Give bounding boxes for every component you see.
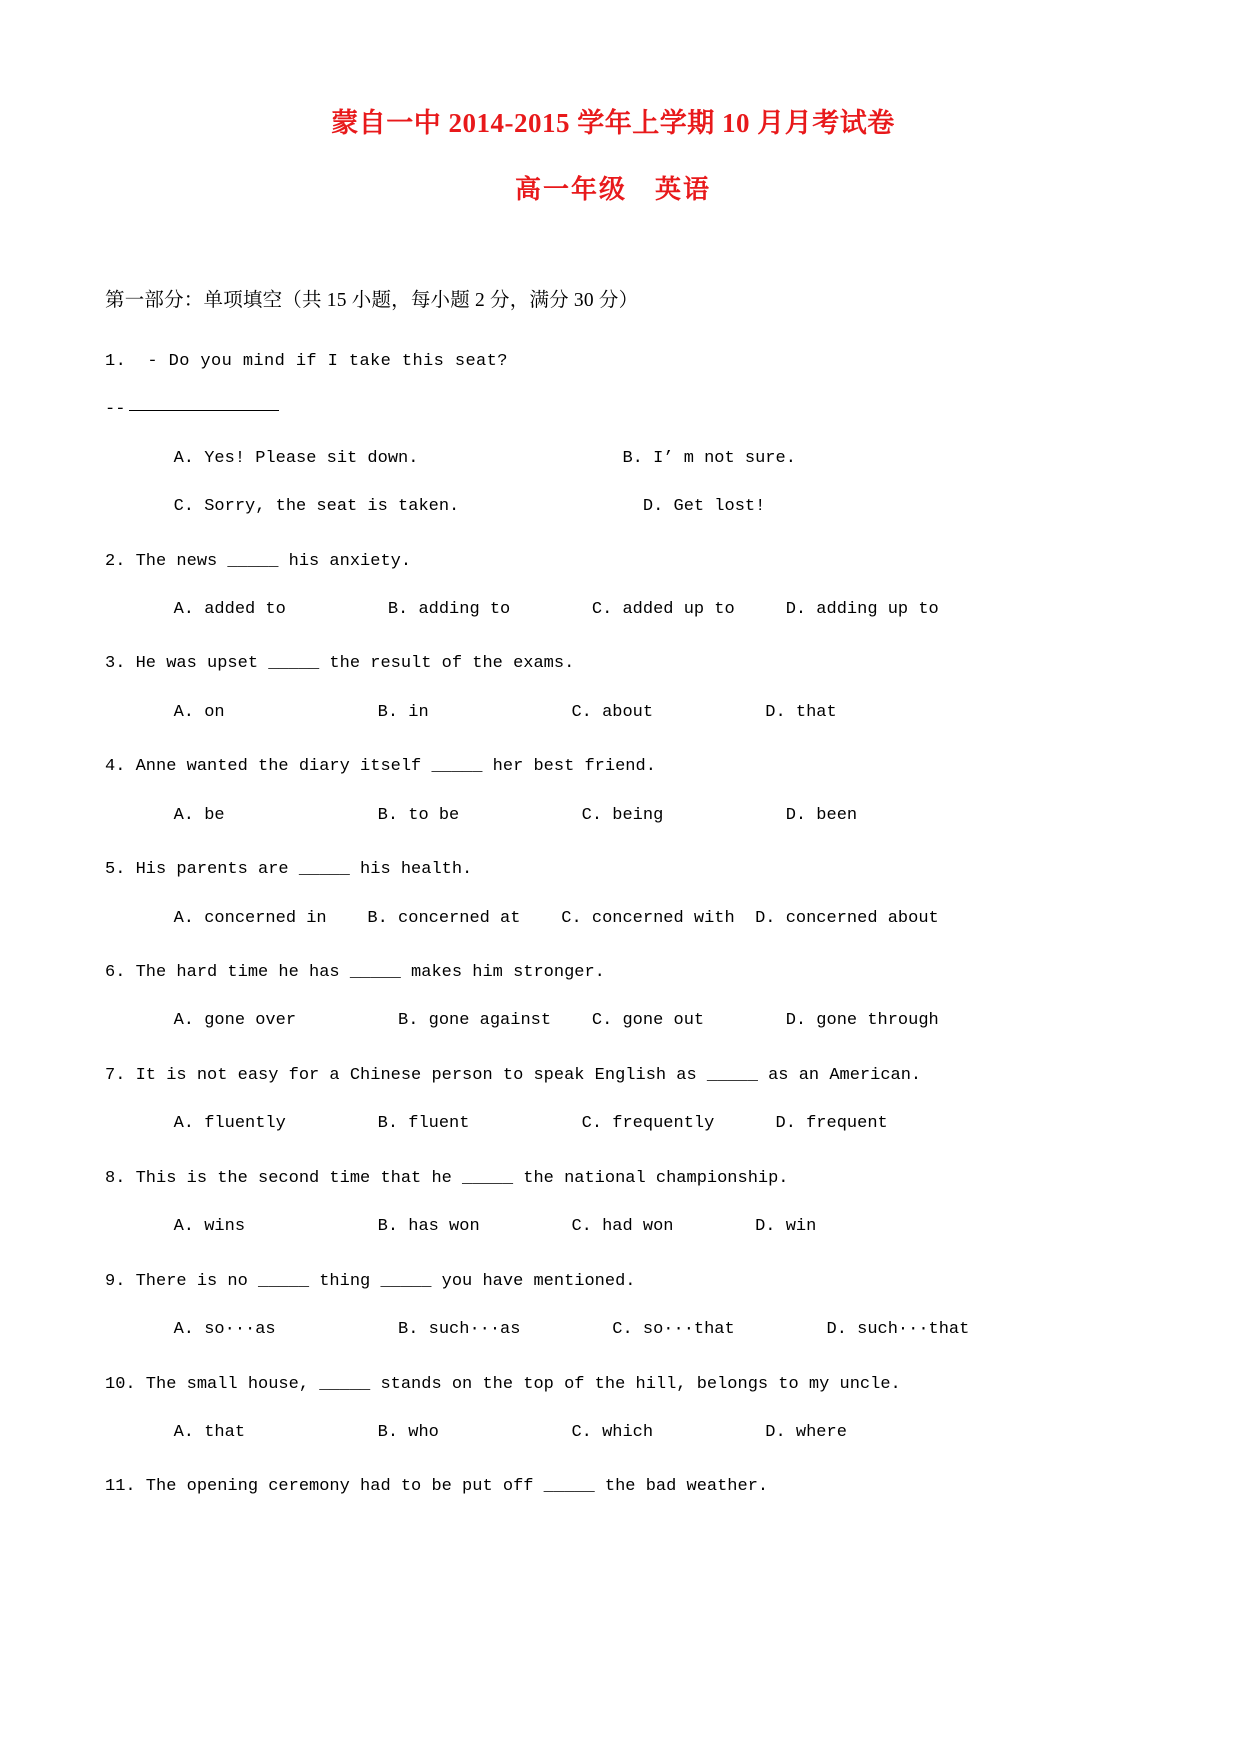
question-stem: 9. There is no _____ thing _____ you have mentioned. (105, 1271, 636, 1291)
title-block (105, 105, 1121, 206)
question-7 (105, 1052, 1121, 1149)
question-5 (105, 846, 1121, 943)
question-stem: 5. His parents are _____ his health. (105, 860, 473, 880)
question-stem: 7. It is not easy for a Chinese person to speak English as _____ as an American. (105, 1065, 922, 1085)
question-2 (105, 538, 1121, 635)
question-11 (105, 1463, 1121, 1511)
question-stem-continued (105, 386, 1121, 434)
question-option-row[interactable]: A. gone over B. gone against C. gone out D. gone through (143, 1011, 939, 1031)
page-subtitle: 高一年级 英语 (514, 174, 711, 204)
question-stem: 1. - Do you mind if I take this seat? (105, 351, 508, 371)
question-1 (105, 338, 1121, 532)
question-option-row[interactable]: A. so···as B. such···as C. so···that D. such···that (143, 1320, 970, 1340)
question-option-row[interactable]: A. on B. in C. about D. that (143, 702, 837, 722)
question-option-row[interactable]: A. concerned in B. concerned at C. concerned with D. concerned about (143, 908, 939, 928)
question-stem: 3. He was upset _____ the result of the exams. (105, 654, 575, 674)
question-option-row[interactable]: A. added to B. adding to C. added up to D. adding up to (143, 599, 939, 619)
question-stem: 8. This is the second time that he _____ the national championship. (105, 1168, 789, 1188)
question-stem: 10. The small house, _____ stands on the top of the hill, belongs to my uncle. (105, 1374, 901, 1394)
question-8 (105, 1155, 1121, 1252)
question-3 (105, 640, 1121, 737)
question-4 (105, 743, 1121, 840)
question-stem: 2. The news _____ his anxiety. (105, 551, 412, 571)
question-stem: 6. The hard time he has _____ makes him stronger. (105, 963, 605, 983)
page-title: 蒙自一中 2014-2015 学年上学期 10 月月考试卷 (331, 108, 895, 138)
question-option-row[interactable]: A. that B. who C. which D. where (143, 1422, 847, 1442)
question-6 (105, 949, 1121, 1046)
question-option-row[interactable]: A. Yes! Please sit down. B. I’ m not sure. (143, 448, 796, 468)
question-option-row[interactable]: C. Sorry, the seat is taken. D. Get lost! (143, 497, 766, 517)
question-stem: 4. Anne wanted the diary itself _____ her best friend. (105, 757, 656, 777)
answer-dashes: -- (105, 400, 126, 420)
question-option-row[interactable]: A. wins B. has won C. had won D. win (143, 1217, 817, 1237)
question-10 (105, 1361, 1121, 1458)
question-option-row[interactable]: A. fluently B. fluent C. frequently D. frequent (143, 1114, 888, 1134)
section-heading: 第一部分：单项填空（共 15 小题，每小题 2 分，满分 30 分） (105, 289, 639, 311)
question-stem: 11. The opening ceremony had to be put off _____ the bad weather. (105, 1477, 769, 1497)
question-9 (105, 1258, 1121, 1355)
question-option-row[interactable]: A. be B. to be C. being D. been (143, 805, 858, 825)
blank-line (129, 395, 279, 411)
